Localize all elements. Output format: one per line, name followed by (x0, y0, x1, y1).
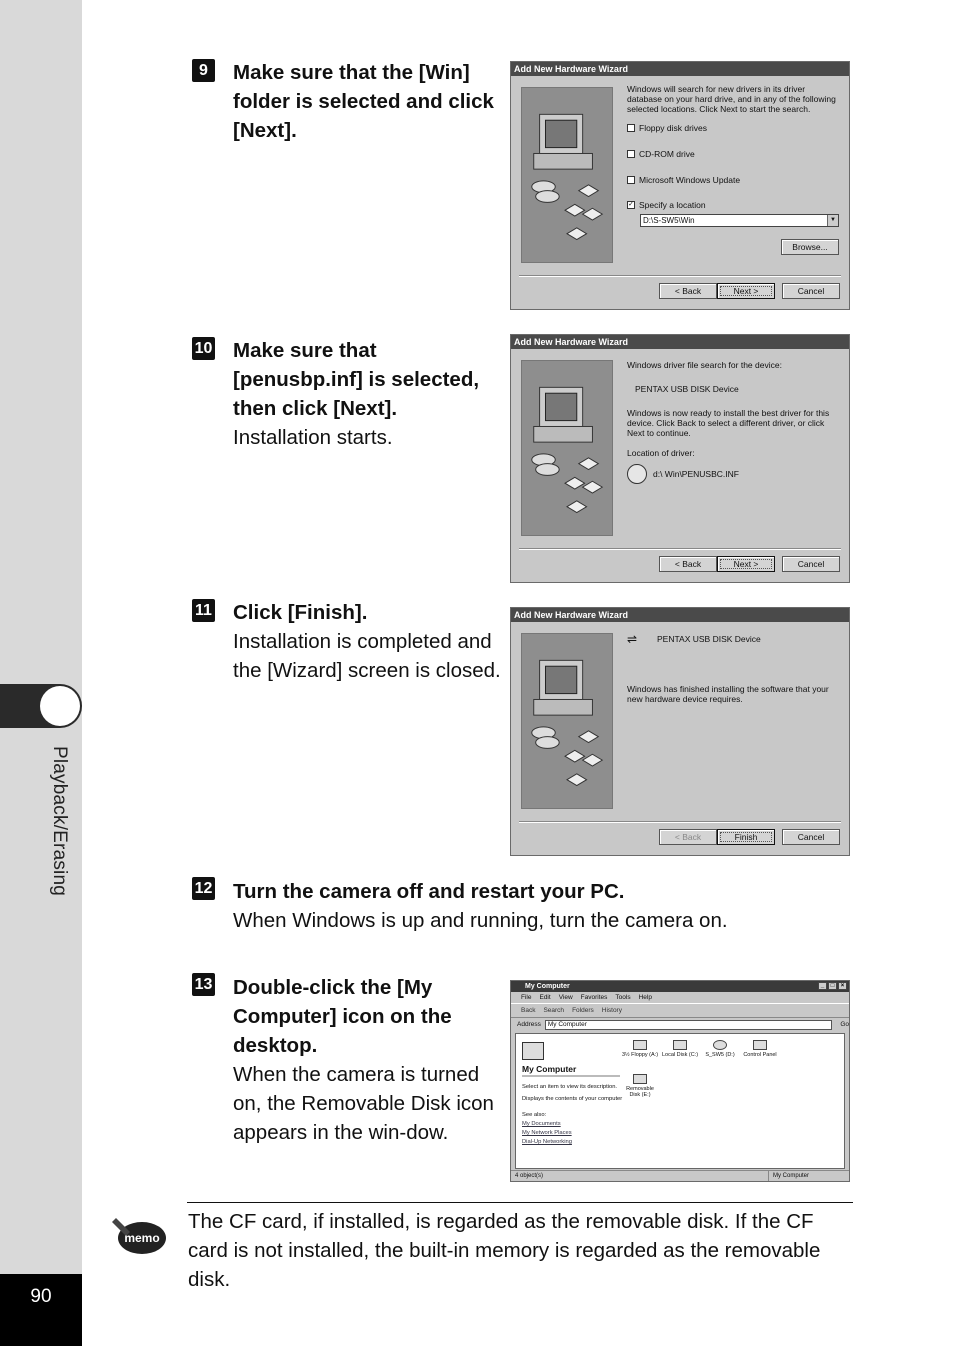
option-windows-update: Microsoft Windows Update (639, 175, 741, 185)
drive-local-c[interactable] (660, 1040, 700, 1058)
chevron-down-icon[interactable]: ▼ (827, 215, 838, 226)
wizard-separator (519, 548, 841, 550)
cd-drive-icon (713, 1040, 727, 1050)
option-specify-location: Specify a location (639, 200, 706, 210)
finish-button[interactable]: Finish (717, 829, 775, 845)
toolbar-back[interactable]: Back (521, 1007, 536, 1014)
control-panel[interactable] (740, 1040, 780, 1058)
explorer-titlebar (511, 981, 849, 992)
toolbar-folders[interactable]: Folders (572, 1007, 594, 1014)
cancel-button[interactable]: Cancel (782, 829, 840, 845)
minimize-icon[interactable]: _ (818, 982, 827, 990)
my-computer-icon (522, 1042, 544, 1060)
drive-removable-e[interactable] (620, 1074, 660, 1098)
step-10-note: Installation starts. (233, 426, 393, 449)
device-name: PENTAX USB DISK Device (657, 634, 761, 644)
step-11-note: Installation is completed and the [Wizard] screen is closed. (233, 630, 501, 682)
wizard-separator (519, 275, 841, 277)
usb-icon: ⇌ (627, 632, 638, 646)
step-9-instruction: Make sure that the [Win] folder is selected and click [Next]. (233, 61, 494, 142)
go-button[interactable]: Go (840, 1021, 849, 1028)
toolbar-history[interactable]: History (601, 1007, 622, 1014)
option-floppy: Floppy disk drives (639, 123, 708, 133)
cd-icon (627, 464, 647, 484)
wizard-title: Add New Hardware Wizard (511, 62, 849, 76)
wizard-search-window (510, 61, 850, 310)
driver-path: d:\ Win\PENUSBC.INF (653, 469, 739, 479)
address-bar (511, 1018, 849, 1031)
link-network-places[interactable]: My Network Places (522, 1130, 572, 1136)
cdrom-checkbox[interactable] (627, 150, 635, 158)
status-location: My Computer (773, 1173, 810, 1179)
search-line: Windows driver file search for the device: (627, 360, 782, 370)
step-13-instruction: Double-click the [My Computer] icon on the desktop. (233, 976, 452, 1057)
memo-icon (110, 1210, 168, 1258)
control-panel-icon (753, 1040, 767, 1050)
hard-disk-icon (673, 1040, 687, 1050)
finished-message: Windows has finished installing the software that your new hardware device requires. (627, 684, 829, 704)
drive-floppy[interactable] (620, 1040, 660, 1058)
wizard-separator (519, 821, 841, 823)
wizard-intro: Windows will search for new drivers in its driver database on your hard drive, and in any of the following selected locations. Click Next to start the search. (627, 84, 836, 114)
section-tab-circle (40, 686, 80, 726)
step-number-11: 11 (192, 599, 215, 622)
step-number-10: 10 (192, 337, 215, 360)
explorer-toolbar (511, 1003, 849, 1018)
step-11-instruction: Click [Finish]. (233, 601, 368, 624)
memo-divider (187, 1202, 853, 1203)
page-number: 90 (0, 1274, 82, 1346)
address-label: Address (517, 1021, 541, 1028)
menu-view[interactable]: View (558, 994, 573, 1001)
memo-text: The CF card, if installed, is regarded as the removable disk. If the CF card is not installed, the built-in memory is regarded as the removable disk. (188, 1210, 821, 1291)
pane-desc: Displays the contents of your computer (522, 1096, 623, 1102)
location-combo[interactable] (640, 214, 839, 227)
menu-edit[interactable]: Edit (539, 994, 551, 1001)
pane-hint: Select an item to view its description. (522, 1084, 618, 1090)
pane-title: My Computer (522, 1064, 577, 1074)
step-10-text (233, 336, 508, 452)
browse-button[interactable]: Browse... (781, 239, 839, 255)
step-11-text (233, 598, 503, 685)
drive-c-label: Local Disk (C:) (661, 1052, 699, 1058)
step-12-text (233, 877, 833, 935)
option-cdrom: CD-ROM drive (639, 149, 695, 159)
see-also-label: See also: (522, 1112, 547, 1118)
driver-location-label: Location of driver: (627, 448, 695, 458)
wizard-title: Add New Hardware Wizard (511, 608, 849, 622)
wizard-driver-found-window (510, 334, 850, 583)
toolbar-search[interactable]: Search (543, 1007, 565, 1014)
step-9-text (233, 58, 501, 145)
wizard-title: Add New Hardware Wizard (511, 335, 849, 349)
wizard-finish-window (510, 607, 850, 856)
explorer-title: My Computer (525, 983, 570, 990)
control-panel-label: Control Panel (743, 1052, 777, 1058)
step-12-instruction: Turn the camera off and restart your PC. (233, 880, 625, 903)
wizard-computer-illustration (521, 87, 613, 263)
close-icon[interactable]: × (838, 982, 847, 990)
windows-update-checkbox[interactable] (627, 176, 635, 184)
menu-file[interactable]: File (521, 994, 532, 1001)
specify-location-checkbox[interactable]: ✓ (628, 201, 634, 208)
maximize-icon[interactable]: □ (828, 982, 837, 990)
pane-divider (522, 1075, 620, 1077)
address-input[interactable]: My Computer (545, 1020, 832, 1030)
wizard-computer-illustration (521, 633, 613, 809)
drive-d-label: S_SW5 (D:) (705, 1052, 735, 1058)
step-10-instruction: Make sure that [penusbp.inf] is selected, then click [Next]. (233, 339, 480, 420)
floppy-drive-icon (633, 1040, 647, 1050)
explorer-body (515, 1033, 845, 1169)
step-number-12: 12 (192, 877, 215, 900)
back-button[interactable]: < Back (659, 283, 717, 299)
back-button[interactable]: < Back (659, 829, 717, 845)
removable-disk-icon (633, 1074, 647, 1084)
step-12-note: When Windows is up and running, turn the camera on. (233, 909, 728, 932)
drive-cd-d[interactable] (700, 1040, 740, 1058)
menu-bar (511, 992, 849, 1003)
next-button[interactable]: Next > (717, 283, 775, 299)
status-object-count: 4 object(s) (511, 1171, 769, 1181)
cancel-button[interactable]: Cancel (782, 283, 840, 299)
step-number-13: 13 (192, 973, 215, 996)
link-dialup[interactable]: Dial-Up Networking (522, 1139, 572, 1145)
ready-message: Windows is now ready to install the best driver for this device. Click Back to select a different driver, or click Next to continue. (627, 408, 830, 438)
step-13-text (233, 973, 508, 1147)
step-number-9: 9 (192, 59, 215, 82)
step-13-note: When the camera is turned on, the Removable Disk icon appears in the win-dow. (233, 1063, 494, 1144)
section-label: Playback/Erasing (49, 746, 70, 896)
menu-help[interactable]: Help (638, 994, 652, 1001)
section-tab (0, 684, 82, 728)
my-computer-window (510, 980, 850, 1182)
location-value: D:\S-SW5\Win (643, 216, 695, 225)
cancel-button[interactable]: Cancel (782, 556, 840, 572)
status-bar (511, 1170, 849, 1181)
link-my-documents[interactable]: My Documents (522, 1121, 561, 1127)
wizard-computer-illustration (521, 360, 613, 536)
menu-tools[interactable]: Tools (615, 994, 631, 1001)
next-button[interactable]: Next > (717, 556, 775, 572)
menu-favorites[interactable]: Favorites (580, 994, 608, 1001)
drive-floppy-label: 3½ Floppy (A:) (621, 1052, 659, 1058)
drive-e-label: Removable Disk (E:) (626, 1086, 654, 1098)
floppy-checkbox[interactable] (627, 124, 635, 132)
device-name: PENTAX USB DISK Device (635, 384, 739, 394)
back-button[interactable]: < Back (659, 556, 717, 572)
explorer-info-pane (516, 1034, 624, 1168)
memo-icon-label: memo (124, 1231, 160, 1245)
side-strip (0, 0, 82, 1346)
